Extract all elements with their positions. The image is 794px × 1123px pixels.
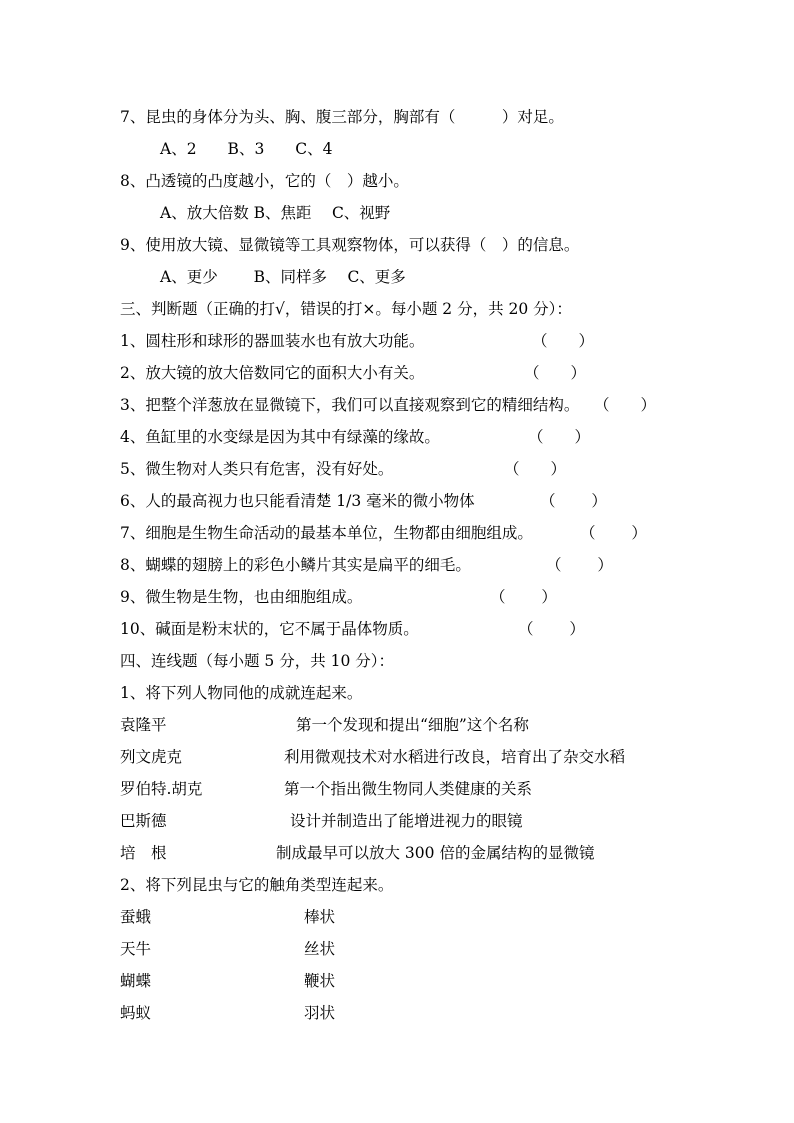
- match1-right-3[interactable]: 第一个指出微生物同人类健康的关系: [284, 780, 533, 798]
- mc-options-8: A、放大倍数 B、焦距 C、视野: [160, 204, 391, 222]
- section-title-matching: 四、连线题（每小题 5 分，共 10 分）：: [120, 652, 395, 670]
- judge-blank-1[interactable]: （ ）: [532, 332, 595, 350]
- judge-item-7: 7、细胞是生物生命活动的最基本单位，生物都由细胞组成。: [120, 524, 533, 542]
- match1-left-5[interactable]: 培 根: [120, 844, 167, 862]
- judge-blank-9[interactable]: （ ）: [490, 588, 557, 606]
- judge-blank-4[interactable]: （ ）: [528, 428, 591, 446]
- judge-item-8: 8、蝴蝶的翅膀上的彩色小鳞片其实是扁平的细毛。: [120, 556, 471, 574]
- judge-item-1: 1、圆柱形和球形的器皿装水也有放大功能。: [120, 332, 425, 350]
- judge-item-2: 2、放大镜的放大倍数同它的面积大小有关。: [120, 364, 425, 382]
- judge-blank-7[interactable]: （ ）: [580, 524, 647, 542]
- match1-right-1[interactable]: 第一个发现和提出“细胞”这个名称: [296, 716, 529, 734]
- match2-left-1[interactable]: 蚕蛾: [120, 908, 152, 926]
- judge-blank-10[interactable]: （ ）: [518, 620, 585, 638]
- judge-item-5: 5、微生物对人类只有危害，没有好处。: [120, 460, 394, 478]
- judge-blank-2[interactable]: （ ）: [524, 364, 587, 382]
- match1-right-5[interactable]: 制成最早可以放大 300 倍的金属结构的显微镜: [276, 844, 595, 862]
- match1-right-2[interactable]: 利用微观技术对水稻进行改良，培育出了杂交水稻: [284, 748, 626, 766]
- match2-left-2[interactable]: 天牛: [120, 940, 152, 958]
- section-title-judge: 三、判断题（正确的打√，错误的打×。每小题 2 分，共 20 分）：: [120, 300, 572, 318]
- match2-right-2[interactable]: 丝状: [304, 940, 336, 958]
- match1-left-1[interactable]: 袁隆平: [120, 716, 167, 734]
- mc-question-7: 7、昆虫的身体分为头、胸、腹三部分，胸部有（ ）对足。: [120, 108, 564, 126]
- match1-left-3[interactable]: 罗伯特.胡克: [120, 780, 203, 798]
- match1-left-2[interactable]: 列文虎克: [120, 748, 183, 766]
- match2-right-4[interactable]: 羽状: [304, 1004, 336, 1022]
- match2-right-1[interactable]: 棒状: [304, 908, 336, 926]
- judge-item-6: 6、人的最高视力也只能看清楚 1/3 毫米的微小物体: [120, 492, 475, 510]
- judge-item-10: 10、碱面是粉末状的，它不属于晶体物质。: [120, 620, 419, 638]
- mc-question-8: 8、凸透镜的凸度越小，它的（ ）越小。: [120, 172, 409, 190]
- match2-left-4[interactable]: 蚂蚁: [120, 1004, 152, 1022]
- matching-q1-prompt: 1、将下列人物同他的成就连起来。: [120, 684, 363, 702]
- judge-item-3: 3、把整个洋葱放在显微镜下，我们可以直接观察到它的精细结构。: [120, 396, 580, 414]
- matching-q2-prompt: 2、将下列昆虫与它的触角类型连起来。: [120, 876, 394, 894]
- mc-options-9: A、更少 B、同样多 C、更多: [160, 268, 406, 286]
- judge-blank-3[interactable]: （ ）: [594, 396, 657, 414]
- match2-right-3[interactable]: 鞭状: [304, 972, 336, 990]
- judge-item-9: 9、微生物是生物，也由细胞组成。: [120, 588, 363, 606]
- match1-right-4[interactable]: 设计并制造出了能增进视力的眼镜: [290, 812, 523, 830]
- judge-item-4: 4、鱼缸里的水变绿是因为其中有绿藻的缘故。: [120, 428, 440, 446]
- mc-question-9: 9、使用放大镜、显微镜等工具观察物体，可以获得（ ）的信息。: [120, 236, 580, 254]
- judge-blank-5[interactable]: （ ）: [504, 460, 567, 478]
- match1-left-4[interactable]: 巴斯德: [120, 812, 167, 830]
- match2-left-3[interactable]: 蝴蝶: [120, 972, 152, 990]
- judge-blank-8[interactable]: （ ）: [546, 556, 613, 574]
- judge-blank-6[interactable]: （ ）: [540, 492, 607, 510]
- mc-options-7: A、2 B、3 C、4: [160, 140, 333, 158]
